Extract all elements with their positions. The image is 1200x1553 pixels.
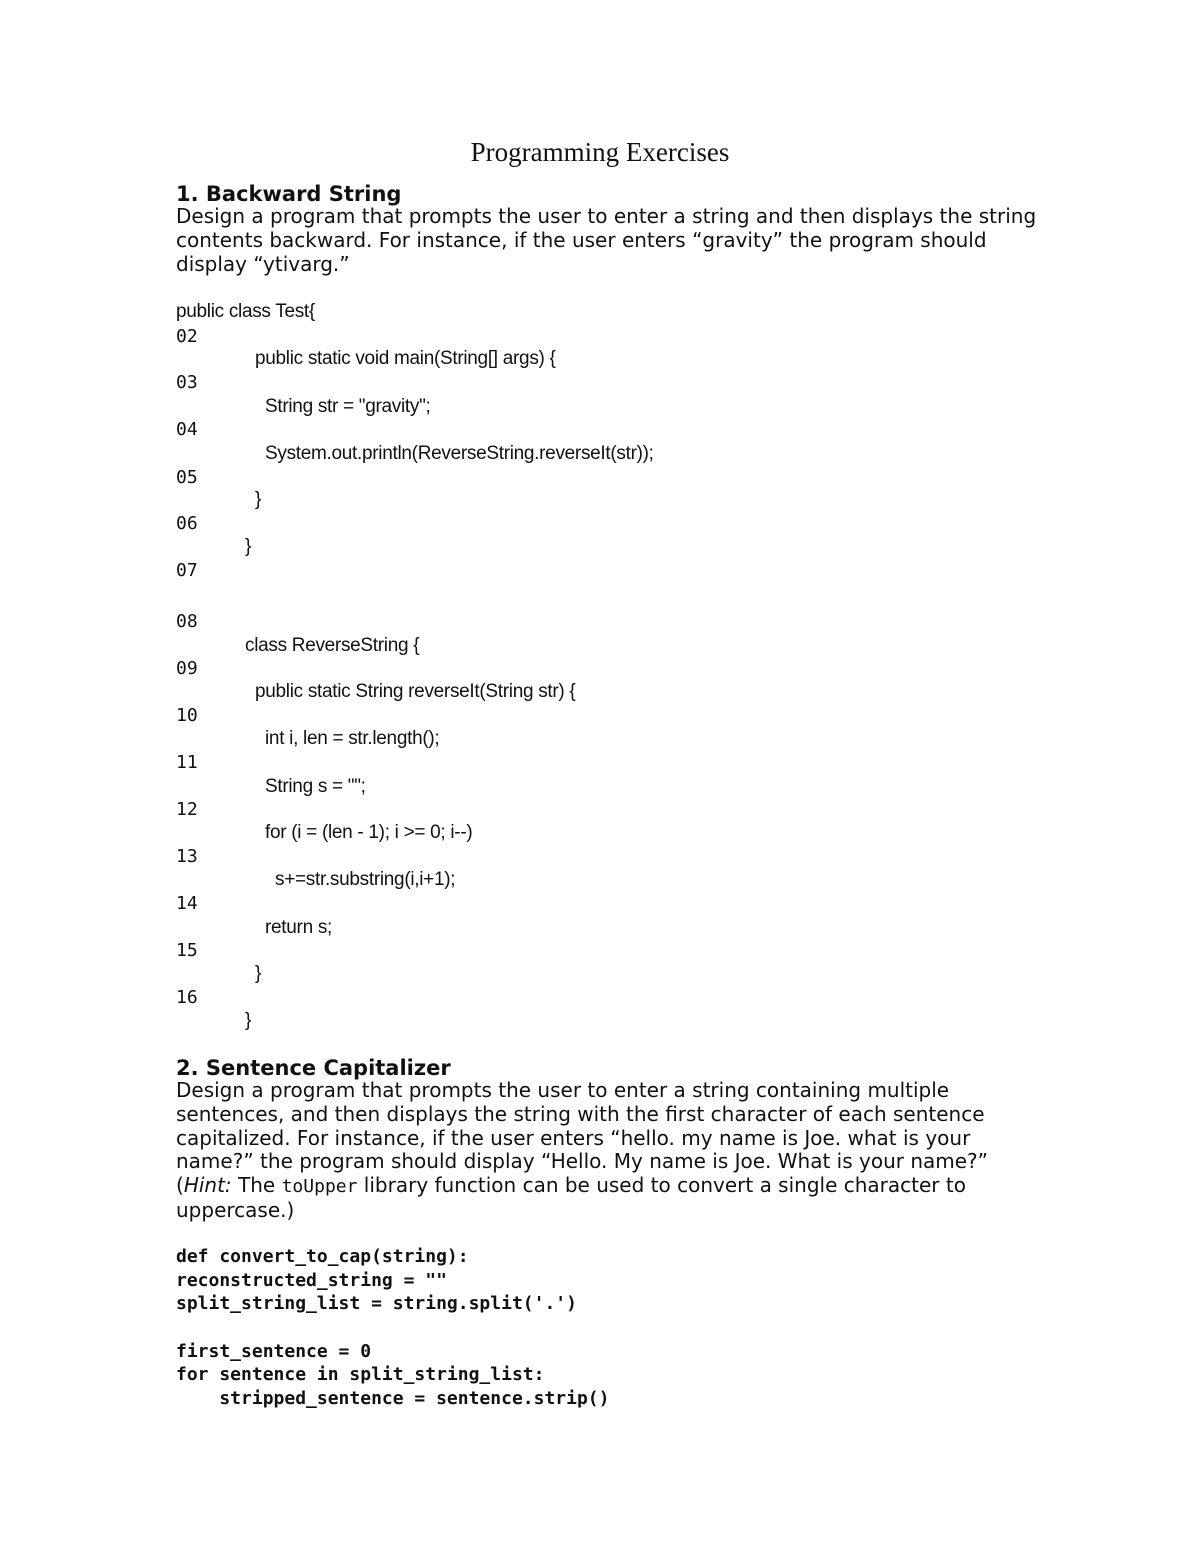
code-line: System.out.println(ReverseString.reverseIt(str)); [265,443,654,464]
code-line: } [255,489,262,510]
line-number: 11 [176,752,198,773]
page-title: Programming Exercises [470,137,730,167]
exercise-2-heading: 2. Sentence Capitalizer [176,1056,451,1080]
hint-line [176,1174,1056,1199]
code-line: public static String reverseIt(String str) { [255,681,576,702]
line-number: 03 [176,372,198,393]
code-line: def convert_to_cap(string): [176,1246,469,1267]
code-line: stripped_sentence = sentence.strip() [176,1388,610,1409]
hint-text: The [231,1173,282,1198]
code-line: } [245,1010,252,1031]
hint-text: library function can be used to convert a single character to [357,1173,966,1198]
description-line: name?” the program should display “Hello. My name is Joe. What is your name?” [176,1149,989,1174]
code-line: reconstructed_string = "" [176,1270,447,1291]
line-number: 15 [176,940,198,961]
line-number: 02 [176,326,198,347]
line-number: 04 [176,419,198,440]
description-line: sentences, and then displays the string with the first character of each sentence [176,1101,985,1126]
hint-open: ( [176,1173,184,1198]
code-line: return s; [265,917,332,938]
code-line: first_sentence = 0 [176,1341,372,1362]
description-line: Design a program that prompts the user to enter a string and then displays the string [176,204,1037,228]
code-line: public static void main(String[] args) { [255,348,556,369]
description-line: capitalized. For instance, if the user enters “hello. my name is Joe. what is your [176,1125,971,1150]
code-line: class ReverseString { [245,635,420,656]
code-line: for sentence in split_string_list: [176,1364,545,1385]
line-number: 16 [176,987,198,1008]
hint-code: toUpper [281,1176,358,1198]
description-line: Design a program that prompts the user to enter a string containing multiple [176,1078,950,1102]
code-line: for (i = (len - 1); i >= 0; i--) [265,822,473,843]
line-number: 14 [176,893,198,914]
code-line: s+=str.substring(i,i+1); [275,869,456,890]
code-line: String str = "gravity"; [265,396,431,417]
code-line: int i, len = str.length(); [265,728,440,749]
description-line: contents backward. For instance, if the user enters “gravity” the program should [176,227,987,252]
exercise-1-description [176,205,1056,276]
line-number: 09 [176,658,198,679]
description-line: display “ytivarg.” [176,251,350,276]
line-number: 08 [176,611,198,632]
code-line: String s = ""; [265,776,366,797]
line-number: 12 [176,799,198,820]
code-line: } [255,963,262,984]
code-line: public class Test{ [176,301,315,322]
code-line: } [245,536,252,557]
line-number: 07 [176,560,198,581]
exercise-2-description [176,1079,1056,1223]
code-line: split_string_list = string.split('.') [176,1293,577,1314]
line-number: 06 [176,513,198,534]
line-number: 13 [176,846,198,867]
line-number: 10 [176,705,198,726]
hint-line: uppercase.) [176,1197,295,1222]
hint-label: Hint: [183,1173,232,1198]
exercise-1-heading: 1. Backward String [176,182,402,206]
line-number: 05 [176,467,198,488]
